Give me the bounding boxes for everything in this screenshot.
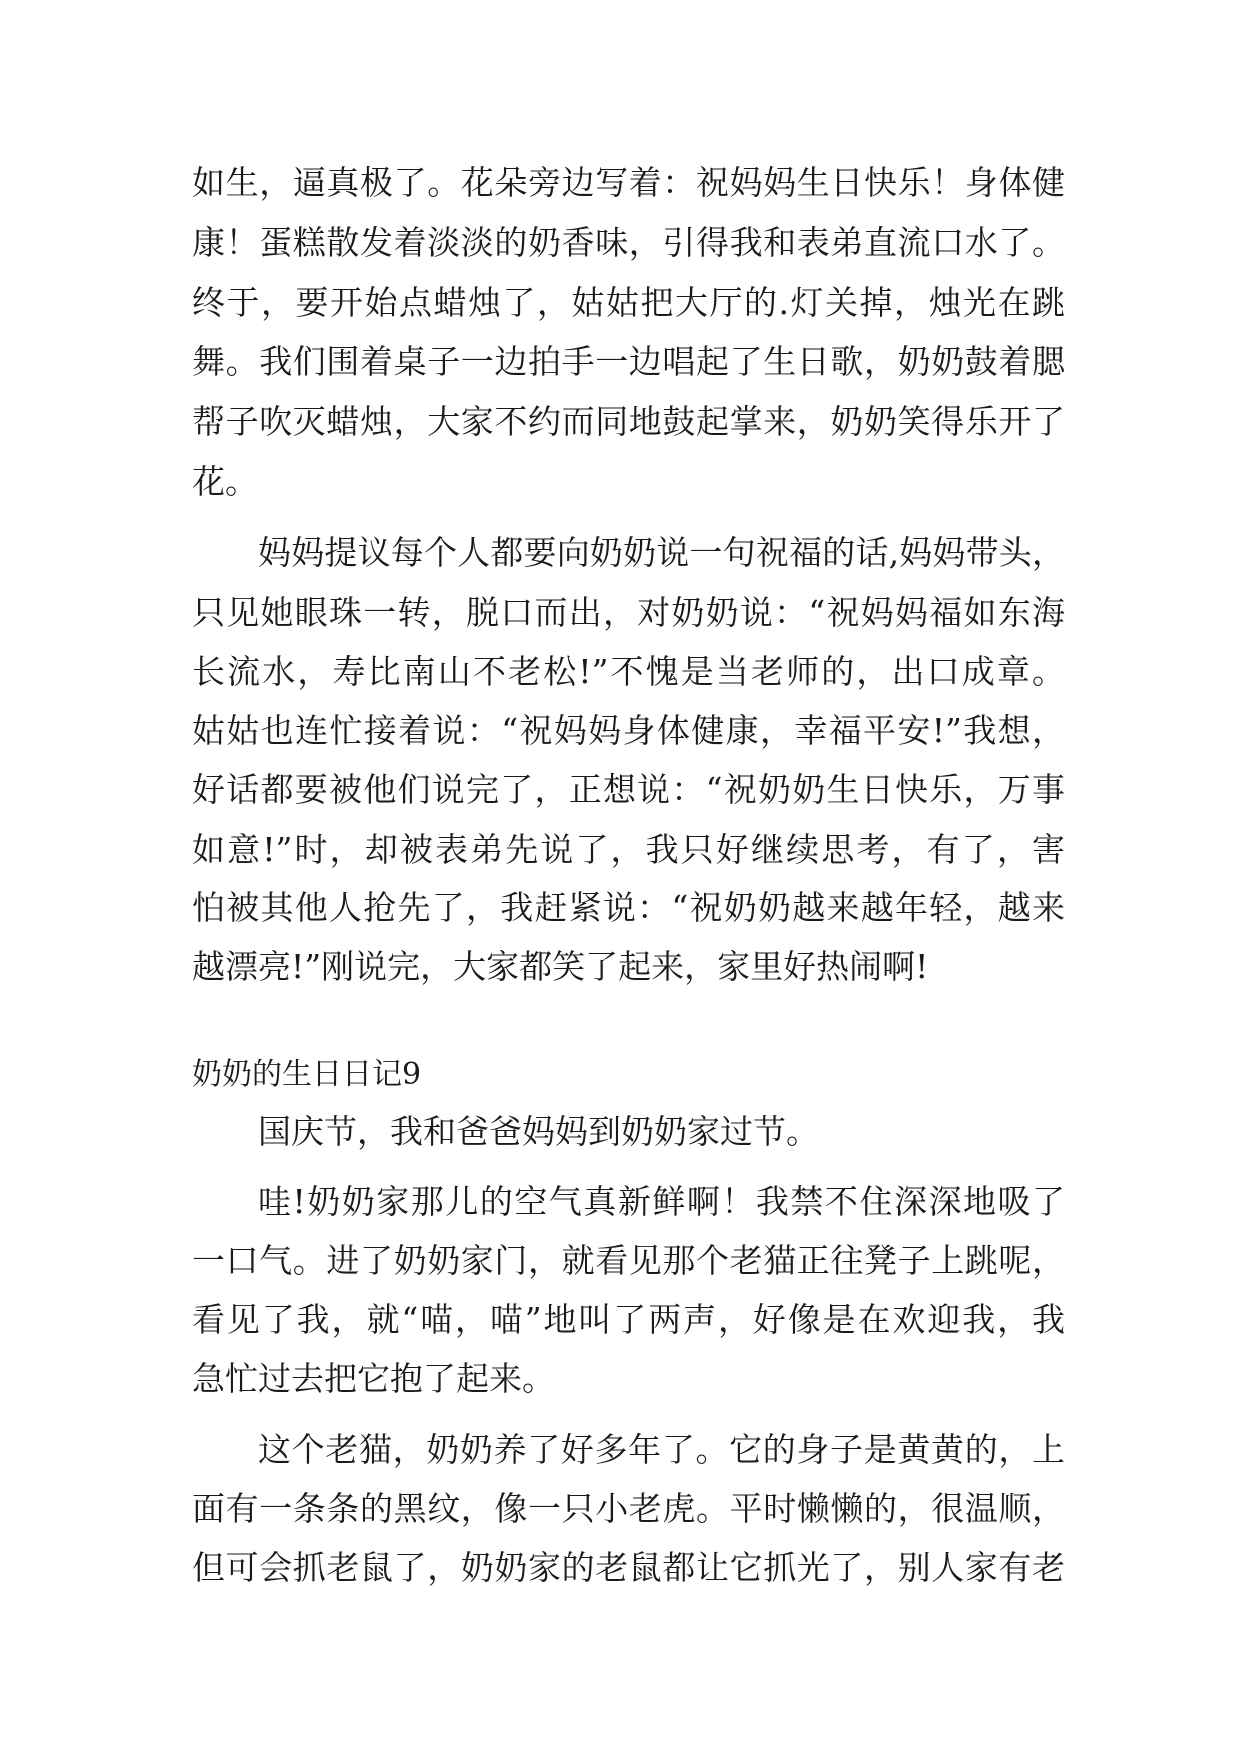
text-line: 如意!”时，却被表弟先说了，我只好继续思考，有了，害 — [192, 830, 1065, 869]
text-line: 花。 — [192, 462, 258, 501]
text-line: 越漂亮!”刚说完，大家都笑了起来，家里好热闹啊! — [192, 947, 929, 986]
text-line: 帮子吹灭蜡烛，大家不约而同地鼓起掌来，奶奶笑得乐开了 — [192, 402, 1065, 441]
text-line: 长流水，寿比南山不老松!”不愧是当老师的，出口成章。 — [192, 652, 1065, 691]
text-line: 只见她眼珠一转，脱口而出，对奶奶说：“祝妈妈福如东海 — [192, 593, 1065, 632]
text-line: 终于，要开始点蜡烛了，姑姑把大厅的.灯关掉，烛光在跳 — [192, 283, 1065, 322]
text-line: 姑姑也连忙接着说：“祝妈妈身体健康，幸福平安!”我想， — [192, 711, 1065, 750]
text-line: 舞。我们围着桌子一边拍手一边唱起了生日歌，奶奶鼓着腮 — [192, 342, 1065, 381]
paragraph-first-line: 国庆节，我和爸爸妈妈到奶奶家过节。 — [258, 1112, 819, 1151]
text-line: 康！蛋糕散发着淡淡的奶香味，引得我和表弟直流口水了。 — [192, 223, 1065, 262]
text-line: 急忙过去把它抱了起来。 — [192, 1359, 555, 1398]
text-line: 如生，逼真极了。花朵旁边写着：祝妈妈生日快乐！身体健 — [192, 163, 1065, 202]
text-line: 好话都要被他们说完了，正想说：“祝奶奶生日快乐，万事 — [192, 770, 1065, 809]
text-line: 看见了我，就“喵，喵”地叫了两声，好像是在欢迎我，我 — [192, 1300, 1065, 1339]
paragraph-first-line: 哇!奶奶家那儿的空气真新鲜啊！我禁不住深深地吸了 — [258, 1182, 1065, 1221]
paragraph-first-line: 这个老猫，奶奶养了好多年了。它的身子是黄黄的，上 — [258, 1430, 1065, 1469]
text-line: 一口气。进了奶奶家门，就看见那个老猫正往凳子上跳呢， — [192, 1241, 1065, 1280]
section-title: 奶奶的生日日记9 — [192, 1057, 422, 1092]
text-line: 但可会抓老鼠了，奶奶家的老鼠都让它抓光了，别人家有老 — [192, 1548, 1065, 1587]
text-line: 怕被其他人抢先了，我赶紧说：“祝奶奶越来越年轻，越来 — [192, 888, 1065, 927]
text-line: 面有一条条的黑纹，像一只小老虎。平时懒懒的，很温顺， — [192, 1489, 1065, 1528]
paragraph-first-line: 妈妈提议每个人都要向奶奶说一句祝福的话,妈妈带头， — [258, 533, 1065, 572]
